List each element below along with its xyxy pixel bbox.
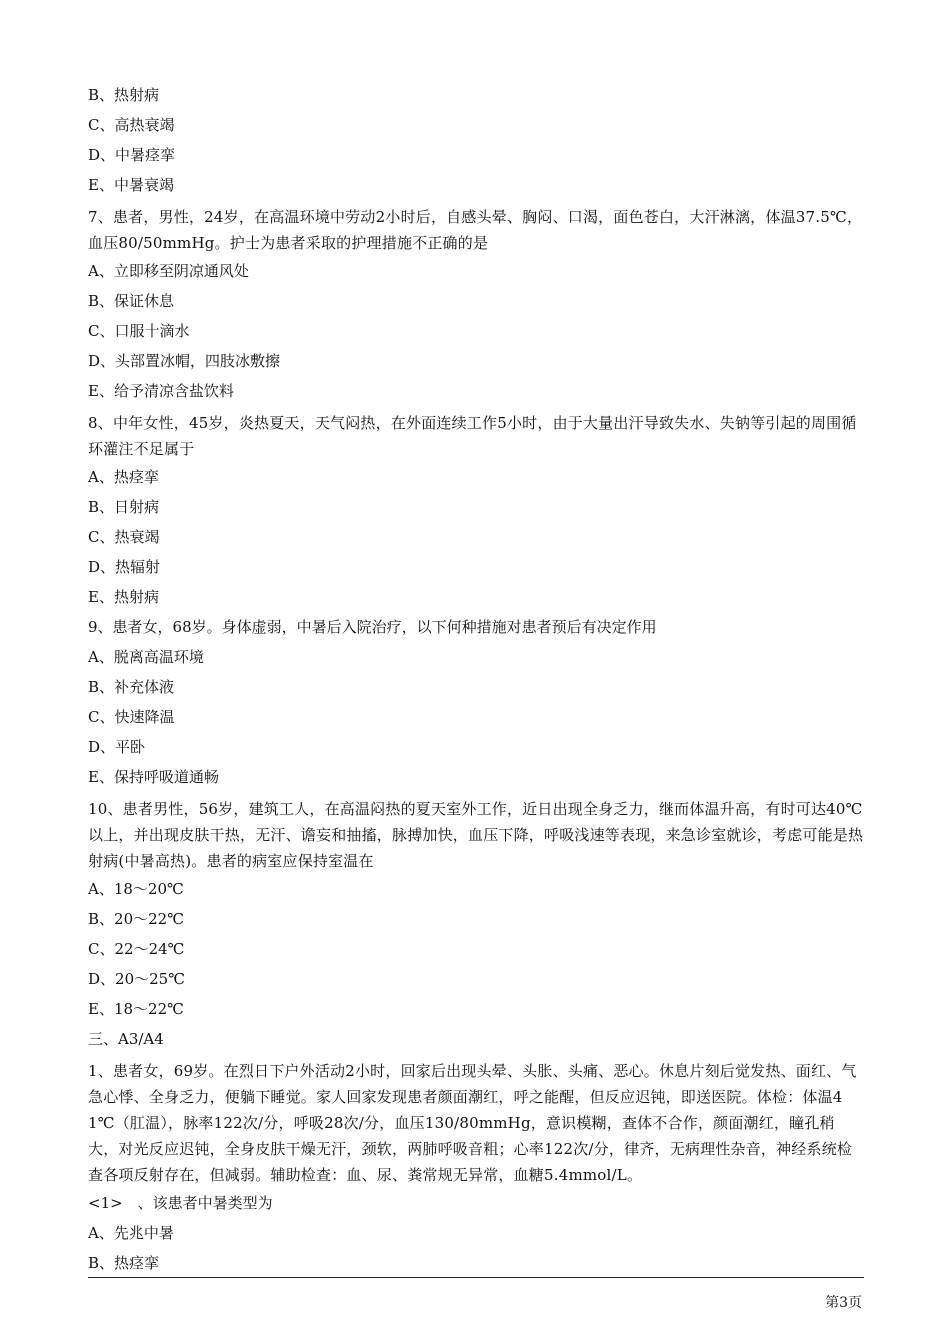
question-paragraph: 10、患者男性，56岁，建筑工人，在高温闷热的夏天室外工作，近日出现全身乏力，继而体温升高，有时可达40℃以上，并出现皮肤干热，无汗、谵妄和抽搐，脉搏加快，血压下降，呼吸浅速等表现，来急诊室就诊，考虑可能是热射病(中暑高热)。患者的病室应保持室温在 [88,800,864,870]
text-line: A、先兆中暑 [88,1224,174,1242]
text-line: C、热衰竭 [88,528,160,546]
text-line: E、18～22℃ [88,1000,184,1018]
text-line: C、22～24℃ [88,940,185,958]
page-number: 第3页 [825,1295,862,1311]
text-line: B、补充体液 [88,678,175,696]
question-paragraph: 1、患者女，69岁。在烈日下户外活动2小时，回家后出现头晕、头胀、头痛、恶心。休息片刻后觉发热、面红、气急心悸、全身乏力，便躺下睡觉。家人回家发现患者颜面潮红，呼之能醒，但反应迟钝，即送医院。体检：体温41℃（肛温），脉率122次/分，呼吸28次/分，血压130/80mmHg，意识模糊，查体不合作，颜面潮红，瞳孔稍大，对光反应迟钝，全身皮肤干燥无汗，颈软，两肺呼吸音粗；心率122次/分，律齐，无病理性杂音，神经系统检查各项反射存在，但减弱。辅助检查：血、尿、粪常规无异常，血糖5.4mmol/L。 [88,1062,857,1184]
question-paragraph: 8、中年女性，45岁，炎热夏天，天气闷热，在外面连续工作5小时，由于大量出汗导致失水、失钠等引起的周围循环灌注不足属于 [88,414,857,458]
text-line: B、热痉挛 [88,1254,160,1272]
text-line: A、脱离高温环境 [88,648,204,666]
text-line: B、保证休息 [88,292,175,310]
text-line: C、高热衰竭 [88,116,175,134]
text-line: <1> 、该患者中暑类型为 [88,1194,273,1212]
text-line: E、保持呼吸道通畅 [88,768,219,786]
text-line: C、口服十滴水 [88,322,190,340]
text-line: B、日射病 [88,498,160,516]
text-line: D、20～25℃ [88,970,185,988]
text-line: D、中暑痉挛 [88,146,176,164]
text-line: D、热辐射 [88,558,161,576]
text-line: E、给予清凉含盐饮料 [88,382,234,400]
text-line: A、18～20℃ [88,880,184,898]
text-line: B、热射病 [88,86,160,104]
text-line: A、热痉挛 [88,468,159,486]
text-line: D、平卧 [88,738,146,756]
text-line: E、中暑衰竭 [88,176,174,194]
text-line: D、头部置冰帽，四肢冰敷擦 [88,352,281,370]
text-line: 9、患者女，68岁。身体虚弱，中暑后入院治疗，以下何种措施对患者预后有决定作用 [88,618,657,636]
text-line: 三、A3/A4 [88,1030,164,1048]
document-body [88,84,864,1282]
footer-divider [88,1277,864,1278]
text-line: B、20～22℃ [88,910,184,928]
question-paragraph: 7、患者，男性，24岁，在高温环境中劳动2小时后，自感头晕、胸闷、口渴，面色苍白，大汗淋漓，体温37.5℃，血压80/50mmHg。护士为患者采取的护理措施不正确的是 [88,208,863,252]
text-line: C、快速降温 [88,708,175,726]
text-line: E、热射病 [88,588,159,606]
text-line: A、立即移至阴凉通风处 [88,262,249,280]
